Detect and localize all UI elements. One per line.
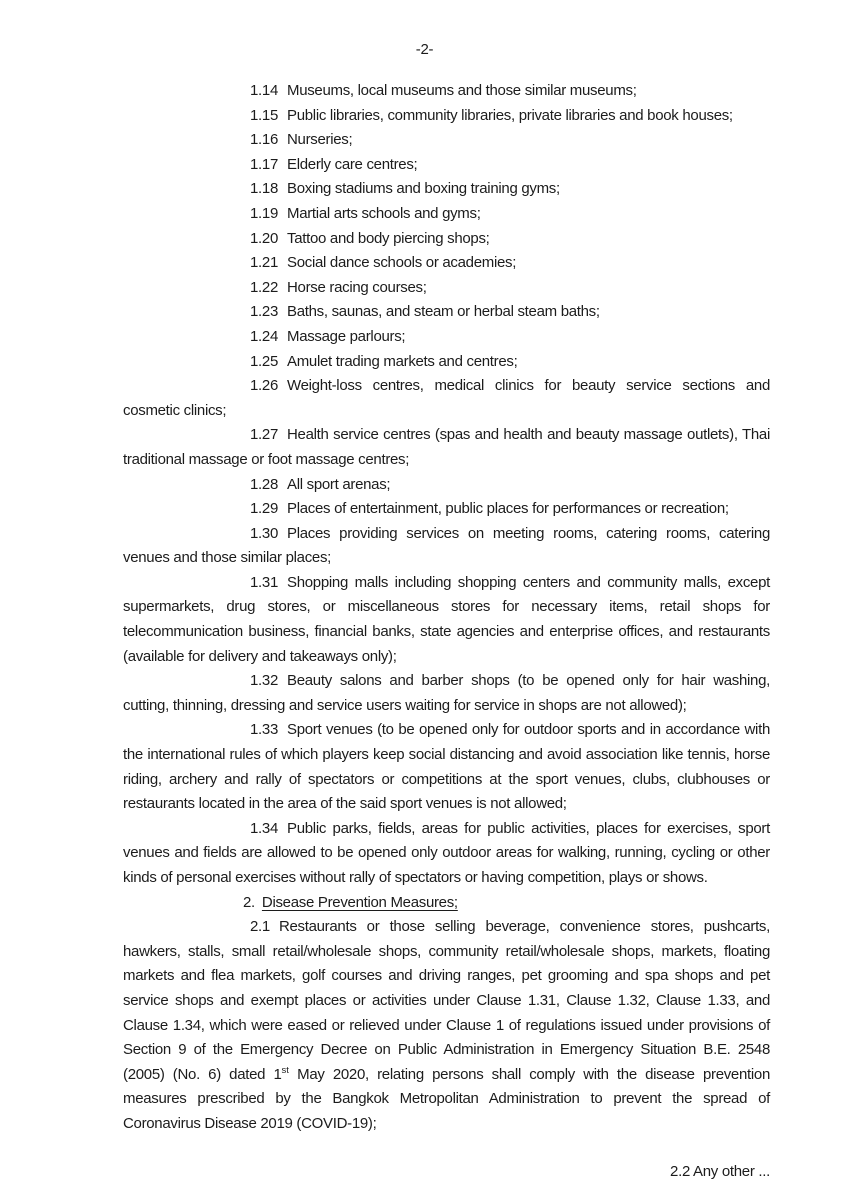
- clause-number: 1.29: [250, 500, 278, 518]
- clause-text: All sport arenas;: [287, 475, 391, 493]
- section-number: 2.: [243, 893, 255, 911]
- clause-text: Public libraries, community libraries, private libraries and book houses;: [287, 106, 733, 124]
- list-item: [123, 325, 770, 350]
- list-item: [123, 177, 770, 202]
- clause-number: 1.17: [250, 155, 278, 173]
- clause-number: 1.30: [250, 524, 278, 542]
- section-title: Disease Prevention Measures;: [261, 893, 458, 911]
- clause-text: Museums, local museums and those similar museums;: [287, 82, 637, 99]
- list-item: [123, 497, 770, 522]
- list-item: [123, 202, 770, 227]
- ordinal-superscript: st: [281, 1064, 289, 1076]
- clause-number: 1.25: [250, 352, 278, 370]
- list-item: [123, 79, 770, 104]
- clause-text: Horse racing courses;: [287, 278, 427, 296]
- clause-2-1-paragraph: [123, 915, 770, 1136]
- clause-number: 1.15: [250, 106, 278, 124]
- clause-number: 2.1: [250, 918, 270, 936]
- clause-text: Health service centres (spas and health and beauty massage outlets), Thai traditional massage or foot massage centres;: [123, 426, 770, 468]
- clause-text: Weight-loss centres, medical clinics for beauty service sections and cosmetic clinics;: [123, 377, 770, 419]
- clause-text: Martial arts schools and gyms;: [287, 204, 481, 222]
- list-item: [123, 718, 770, 816]
- clause-number: 1.14: [250, 82, 278, 99]
- clause-number: 1.21: [250, 254, 278, 272]
- clause-number: 1.23: [250, 303, 278, 321]
- clause-number: 1.24: [250, 327, 278, 345]
- clause-number: 1.33: [250, 721, 278, 739]
- clause-number: 1.22: [250, 278, 278, 296]
- list-item: [123, 227, 770, 252]
- clause-text: Nurseries;: [287, 131, 353, 149]
- clause-text: Beauty salons and barber shops (to be opened only for hair washing, cutting, thinning, dressing and service users waiting for service in shops are not allowed);: [123, 672, 770, 714]
- clause-number: 1.27: [250, 426, 278, 444]
- clause-text: Elderly care centres;: [287, 155, 418, 173]
- clause-text: Places providing services on meeting rooms, catering rooms, catering venues and those similar places;: [123, 524, 770, 567]
- list-item: [123, 276, 770, 301]
- clause-number: 1.31: [250, 573, 278, 591]
- list-item: [123, 374, 770, 423]
- list-item: [123, 104, 770, 129]
- list-item: [123, 153, 770, 178]
- clause-text: Shopping malls including shopping centers and community malls, except supermarkets, drug stores, or miscellaneous stores for necessary items, retail shops for telecommunication business, financial banks, state agencies and enterprise offices, and restaurants (available for delivery and takeaways only);: [123, 573, 770, 665]
- clause-number: 1.28: [250, 475, 278, 493]
- clause-text: Places of entertainment, public places for performances or recreation;: [287, 500, 729, 518]
- page-number: -2-: [415, 41, 434, 58]
- list-item: [123, 473, 770, 498]
- document-body: [123, 79, 770, 1137]
- clause-text: Massage parlours;: [287, 327, 406, 345]
- clause-number: 1.16: [250, 131, 278, 149]
- list-item: [123, 251, 770, 276]
- list-item: [123, 128, 770, 153]
- section-heading: [123, 891, 770, 916]
- list-item: [123, 669, 770, 718]
- clause-number: 1.26: [250, 377, 278, 395]
- list-item: [123, 350, 770, 375]
- list-item: [123, 423, 770, 472]
- clause-text: Public parks, fields, areas for public activities, places for exercises, sport venues and fields are allowed to be opened only outdoor areas for walking, running, cycling or other kinds of personal exercises without rally of spectators or having competition, plays or shows.: [123, 819, 770, 886]
- clause-number: 1.19: [250, 204, 278, 222]
- clause-text: May 2020, relating persons shall comply with the disease prevention measures prescribed by the Bangkok Metropolitan Administration to prevent the spread of Coronavirus Disease 2019 (COVID-19);: [123, 1065, 771, 1132]
- clause-number: 1.18: [250, 180, 278, 198]
- list-item: [123, 571, 770, 669]
- list-item: [123, 522, 770, 571]
- clause-text: Restaurants or those selling beverage, convenience stores, pushcarts, hawkers, stalls, small retail/wholesale shops, community retail/wholesale shops, markets, floating markets and flea markets, golf courses and driving ranges, pet grooming and spa shops and pet service shops and exempt places or activities under Clause 1.31, Clause 1.32, Clause 1.33, and Clause 1.34, which were eased or relieved under Clause 1 of regulations issued under provisions of Section 9 of the Emergency Decree on Public Administration in Emergency Situation B.E. 2548 (2005) (No. 6) dated 1: [123, 918, 770, 1083]
- list-item: [123, 817, 770, 891]
- clause-text: Social dance schools or academies;: [287, 254, 517, 272]
- clause-text: Baths, saunas, and steam or herbal steam baths;: [287, 303, 600, 321]
- continuation-marker: 2.2 Any other ...: [670, 1163, 770, 1180]
- clause-number: 1.32: [250, 672, 278, 690]
- clause-number: 1.34: [250, 819, 278, 837]
- clause-text: Sport venues (to be opened only for outdoor sports and in accordance with the international rules of which players keep social distancing and avoid association like tennis, horse riding, archery and rally of spectators or competitions at the sport venues, clubs, clubhouses or restaurants located in the area of the said sport venues is not allowed;: [123, 721, 770, 813]
- clause-text: Boxing stadiums and boxing training gyms;: [287, 180, 560, 198]
- clause-text: Tattoo and body piercing shops;: [287, 229, 490, 247]
- list-item: [123, 300, 770, 325]
- clause-text: Amulet trading markets and centres;: [287, 352, 518, 370]
- clause-number: 1.20: [250, 229, 278, 247]
